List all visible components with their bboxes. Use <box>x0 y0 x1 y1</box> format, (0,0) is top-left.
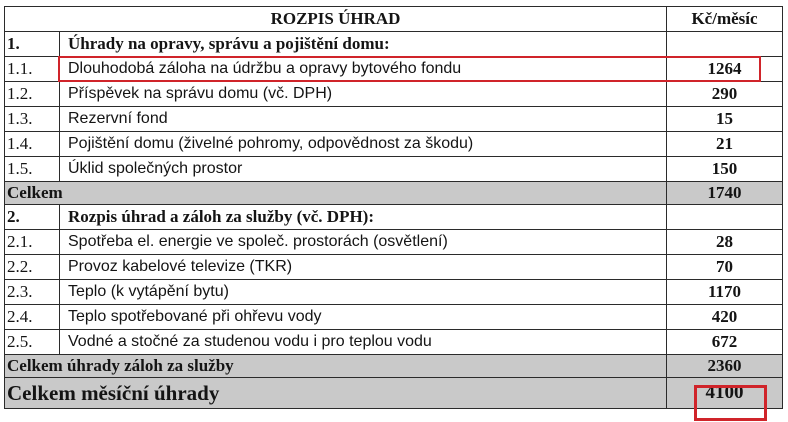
grand-total-value: 4100 <box>667 378 783 409</box>
item-label: Dlouhodobá záloha na údržbu a opravy bytového fondu <box>60 57 667 82</box>
table-row <box>5 280 783 305</box>
item-number: 2.2. <box>5 255 60 280</box>
item-label: Úklid společných prostor <box>60 157 667 182</box>
table-row <box>5 255 783 280</box>
item-value: 15 <box>667 107 783 132</box>
item-label: Spotřeba el. energie ve společ. prostorách (osvětlení) <box>60 230 667 255</box>
item-number: 2.4. <box>5 305 60 330</box>
table-row <box>5 305 783 330</box>
item-label: Vodné a stočné za studenou vodu i pro teplou vodu <box>60 330 667 355</box>
table-row <box>5 330 783 355</box>
subtotal-label: Celkem <box>5 182 667 205</box>
item-value: 290 <box>667 82 783 107</box>
item-label: Teplo (k vytápění bytu) <box>60 280 667 305</box>
section-heading <box>5 32 783 57</box>
item-value: 21 <box>667 132 783 157</box>
item-label: Rezervní fond <box>60 107 667 132</box>
item-number: 2.5. <box>5 330 60 355</box>
empty-value-cell <box>667 205 783 230</box>
item-label: Pojištění domu (živelné pohromy, odpovědnost za škodu) <box>60 132 667 157</box>
item-value: 1264 <box>667 57 783 82</box>
section-title: Rozpis úhrad a záloh za služby (vč. DPH): <box>60 205 667 230</box>
item-value: 420 <box>667 305 783 330</box>
item-number: 1.4. <box>5 132 60 157</box>
payment-breakdown-table <box>4 6 783 409</box>
item-label: Teplo spotřebované při ohřevu vody <box>60 305 667 330</box>
grand-total-label: Celkem měsíční úhrady <box>5 378 667 409</box>
section-heading <box>5 205 783 230</box>
item-label: Příspěvek na správu domu (vč. DPH) <box>60 82 667 107</box>
item-number: 1.5. <box>5 157 60 182</box>
section-title: Úhrady na opravy, správu a pojištění domu: <box>60 32 667 57</box>
item-number: 2.1. <box>5 230 60 255</box>
item-value: 672 <box>667 330 783 355</box>
item-number: 1.3. <box>5 107 60 132</box>
section-number: 1. <box>5 32 60 57</box>
item-number: 2.3. <box>5 280 60 305</box>
table-row <box>5 82 783 107</box>
item-value: 150 <box>667 157 783 182</box>
item-value: 28 <box>667 230 783 255</box>
subtotal-label: Celkem úhrady záloh za služby <box>5 355 667 378</box>
item-number: 1.2. <box>5 82 60 107</box>
section-number: 2. <box>5 205 60 230</box>
item-value: 1170 <box>667 280 783 305</box>
item-number: 1.1. <box>5 57 60 82</box>
subtotal-row <box>5 355 783 378</box>
table-row <box>5 230 783 255</box>
grand-total-row <box>5 378 783 409</box>
table-row <box>5 157 783 182</box>
empty-value-cell <box>667 32 783 57</box>
item-label: Provoz kabelové televize (TKR) <box>60 255 667 280</box>
table-title: ROZPIS ÚHRAD <box>5 7 667 32</box>
item-value: 70 <box>667 255 783 280</box>
table-header-row <box>5 7 783 32</box>
table-row <box>5 132 783 157</box>
table-row <box>5 107 783 132</box>
subtotal-value: 2360 <box>667 355 783 378</box>
table-row <box>5 57 783 82</box>
unit-header: Kč/měsíc <box>667 7 783 32</box>
subtotal-value: 1740 <box>667 182 783 205</box>
subtotal-row <box>5 182 783 205</box>
